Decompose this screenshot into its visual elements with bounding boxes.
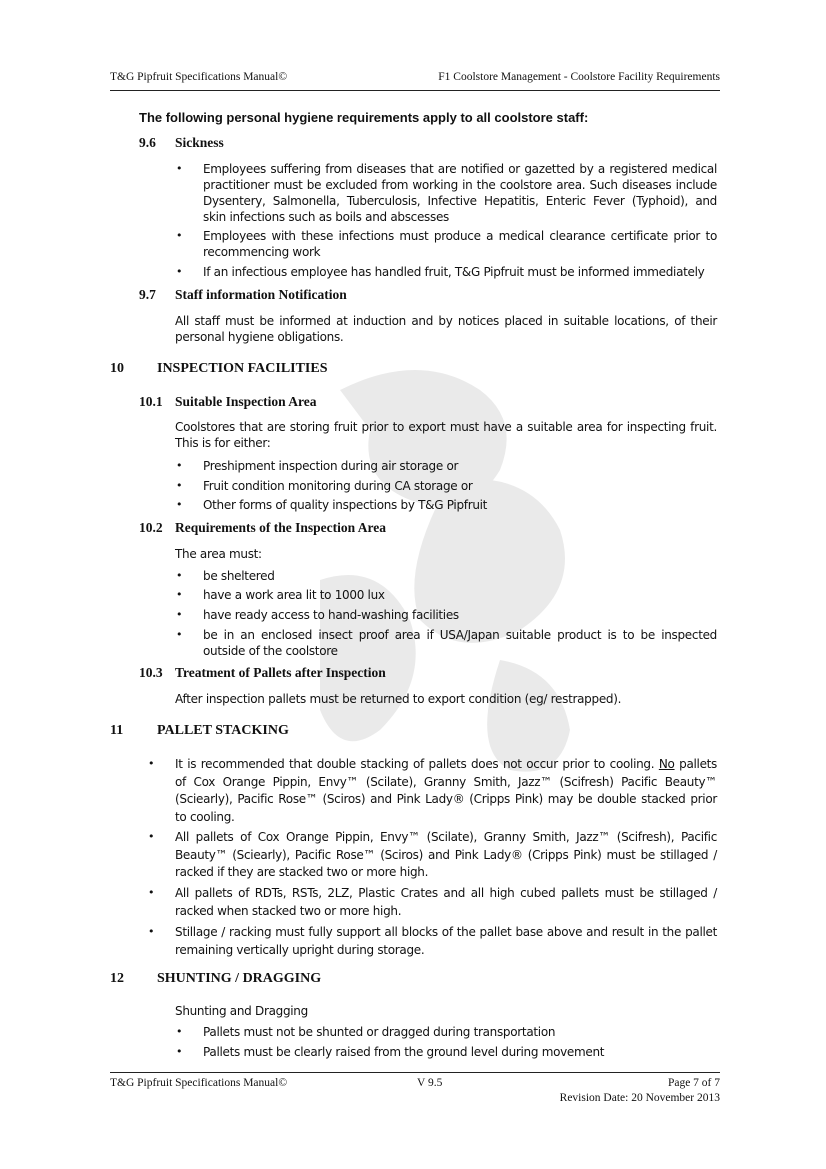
section-11-number: 11 [110, 723, 124, 738]
section-10-2-number: 10.2 [139, 520, 163, 535]
stacking-bullet-3: All pallets of RDTs, RSTs, 2LZ, Plastic Crates and all high cubed pallets must be stillaged / racked when stacked two or more high. [175, 886, 717, 918]
section-9-7-title: Staff information Notification [175, 287, 347, 302]
staff-notification-paragraph: All staff must be informed at induction and by notices placed in suitable locations, of their personal hygiene obligations. [175, 314, 717, 344]
bullet-icon: • [176, 628, 183, 641]
bullet-icon: • [176, 498, 183, 511]
section-10-1-title: Suitable Inspection Area [175, 394, 317, 409]
bullet-icon: • [176, 229, 183, 242]
section-9-6-number: 9.6 [139, 135, 156, 150]
section-10-3-number: 10.3 [139, 665, 163, 680]
inspection-area-paragraph: Coolstores that are storing fruit prior to export must have a suitable area for inspecting fruit. This is for either: [175, 420, 717, 450]
bullet-icon: • [176, 588, 183, 601]
bullet-icon: • [176, 265, 183, 278]
section-11-title: PALLET STACKING [157, 723, 289, 738]
area-bullet-2: have a work area lit to 1000 lux [203, 588, 385, 602]
header-left: T&G Pipfruit Specifications Manual© [110, 71, 288, 83]
section-9-7-number: 9.7 [139, 287, 156, 302]
section-9-6-title: Sickness [175, 135, 224, 150]
area-bullet-3: have ready access to hand-washing facilities [203, 608, 459, 622]
area-bullet-1: be sheltered [203, 569, 275, 583]
footer-page-number: Page 7 of 7 [667, 1077, 720, 1089]
section-12-title: SHUNTING / DRAGGING [157, 971, 322, 986]
header-right: F1 Coolstore Management - Coolstore Facility Requirements [438, 71, 720, 83]
bullet-icon: • [176, 162, 183, 175]
section-10-number: 10 [110, 361, 124, 376]
watermark-icon [300, 330, 600, 790]
sickness-bullet-3: If an infectious employee has handled fruit, T&G Pipfruit must be informed immediately [203, 265, 705, 279]
section-10-title: INSPECTION FACILITIES [157, 361, 328, 376]
footer-left: T&G Pipfruit Specifications Manual© [110, 1077, 288, 1089]
bullet-icon: • [176, 569, 183, 582]
area-must-intro: The area must: [175, 547, 262, 561]
header-rule [110, 90, 720, 91]
footer-version: V 9.5 [417, 1077, 443, 1089]
lead-statement: The following personal hygiene requirements apply to all coolstore staff: [139, 110, 589, 125]
section-10-2-title: Requirements of the Inspection Area [175, 520, 386, 535]
stacking-bullet-1: It is recommended that double stacking of pallets does not occur prior to cooling. No pallets of Cox Orange Pippin, Envy™ (Scilate), Granny Smith, Jazz™ (Scifresh) Pacific Beauty™ (Sciearly), Pacific Rose™ (Sciros) and Pink Lady® (Cripps Pink) may be double stacked prior to cooling. [175, 757, 718, 824]
section-12-number: 12 [110, 971, 124, 986]
bullet-icon: • [148, 757, 155, 770]
footer-rule [110, 1072, 720, 1073]
area-bullet-4: be in an enclosed insect proof area if USA/Japan suitable product is to be inspected outside of the coolstore [203, 628, 717, 658]
bullet-icon: • [176, 1025, 183, 1038]
bullet-icon: • [176, 479, 183, 492]
bullet-icon: • [176, 459, 183, 472]
bullet-icon: • [148, 925, 155, 938]
section-10-1-number: 10.1 [139, 394, 163, 409]
shunting-bullet-2: Pallets must be clearly raised from the ground level during movement [203, 1045, 605, 1059]
shunting-intro: Shunting and Dragging [175, 1004, 308, 1018]
bullet-icon: • [148, 830, 155, 843]
after-inspection-paragraph: After inspection pallets must be returned to export condition (eg/ restrapped). [175, 692, 622, 706]
bullet-icon: • [176, 608, 183, 621]
sickness-bullet-2: Employees with these infections must produce a medical clearance certificate prior to recommencing work [203, 229, 717, 259]
sickness-bullet-1: Employees suffering from diseases that are notified or gazetted by a registered medical practitioner must be excluded from working in the coolstore area. Such diseases include Dysentery, Salmonella, Tuberculosis, Infective Hepatitis, Enteric Fever (Typhoid), and skin infections such as boils and abscesses [203, 162, 717, 224]
bullet-icon: • [176, 1045, 183, 1058]
section-10-3-title: Treatment of Pallets after Inspection [175, 665, 386, 680]
shunting-bullet-1: Pallets must not be shunted or dragged during transportation [203, 1025, 556, 1039]
inspection-bullet-3: Other forms of quality inspections by T&G Pipfruit [203, 498, 488, 512]
footer-revision-date: Revision Date: 20 November 2013 [559, 1092, 720, 1104]
inspection-bullet-1: Preshipment inspection during air storage or [203, 459, 459, 473]
stacking-bullet-2: All pallets of Cox Orange Pippin, Envy™ (Scilate), Granny Smith, Jazz™ (Scifresh), Pacific Beauty™ (Sciearly), Pacific Rose™ (Sciros) and Pink Lady® (Cripps Pink) must be stillaged / racked if they are stacked two or more high. [175, 830, 717, 879]
stacking-bullet-4: Stillage / racking must fully support all blocks of the pallet base above and result in the pallet remaining vertically upright during storage. [175, 925, 717, 957]
bullet-icon: • [148, 886, 155, 899]
inspection-bullet-2: Fruit condition monitoring during CA storage or [203, 479, 473, 493]
